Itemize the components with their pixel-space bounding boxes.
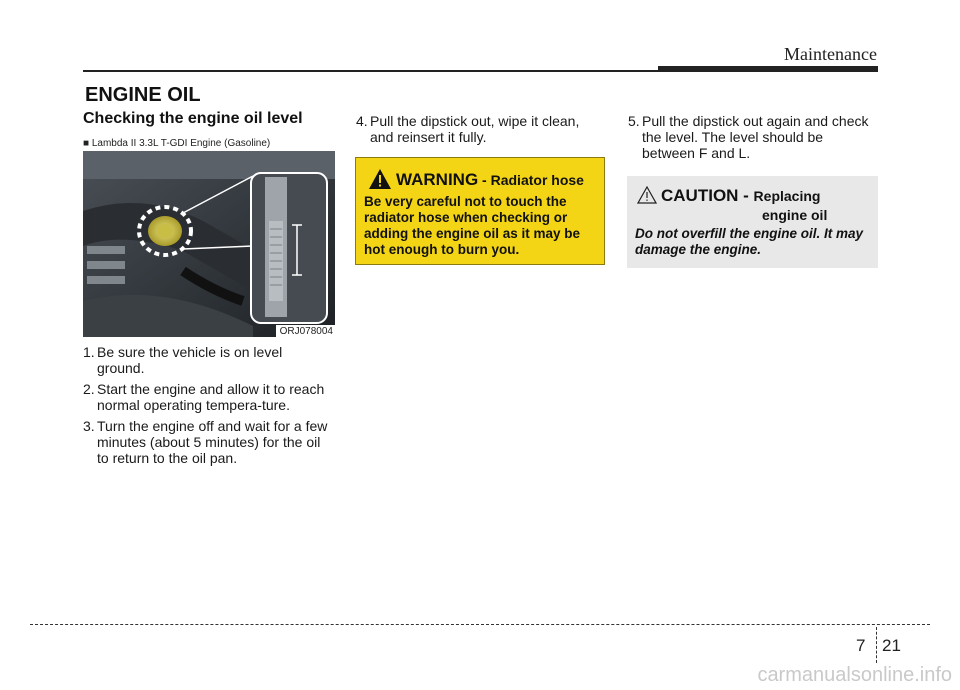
chapter-number: 7 [856, 636, 866, 655]
warning-label: WARNING [396, 170, 479, 189]
caution-sublabel-2: engine oil [762, 207, 828, 223]
warning-heading [396, 170, 584, 190]
caution-label: CAUTION - [661, 186, 754, 205]
chapter-title: Maintenance [784, 44, 877, 64]
warning-box [355, 157, 605, 265]
subsection-title: Checking the engine oil level [83, 110, 303, 127]
step-item [83, 418, 333, 466]
steps-list-1 [83, 344, 333, 471]
section-title: ENGINE OIL [85, 84, 201, 106]
figure-caption: ■ Lambda II 3.3L T-GDI Engine (Gasoline) [83, 138, 271, 149]
step-text: Pull the dipstick out, wipe it clean, and reinsert it fully. [370, 113, 580, 145]
caution-box [627, 176, 878, 268]
step-text: Pull the dipstick out again and check the level. The level should be between F and L. [642, 113, 869, 161]
warning-sublabel: - Radiator hose [478, 172, 584, 188]
footer-divider [876, 627, 877, 663]
step-item [83, 344, 333, 376]
engine-illustration [83, 151, 335, 337]
warning-text: Be very careful not to touch the radiator hose when checking or adding the engine oil as it may be hot enough to burn you. [364, 194, 581, 257]
engine-figure [83, 151, 335, 337]
step-text: Be sure the vehicle is on level ground. [97, 344, 283, 376]
footer-rule [30, 624, 930, 625]
step-number: 4. [356, 113, 368, 129]
step-number: 5. [628, 113, 640, 129]
step-item [628, 113, 878, 161]
header-rule [83, 70, 658, 72]
watermark: carmanualsonline.info [757, 664, 952, 686]
step-number: 2. [83, 381, 95, 397]
step-number: 1. [83, 344, 95, 360]
header-rule-thick [658, 66, 878, 72]
step-item [356, 113, 606, 145]
caution-text: Do not overfill the engine oil. It may damage the engine. [635, 226, 864, 257]
caution-triangle-icon [637, 186, 657, 204]
step-number: 3. [83, 418, 95, 434]
page-number: 21 [882, 636, 901, 655]
steps-list-2 [356, 113, 606, 150]
step-text: Start the engine and allow it to reach normal operating tempera-ture. [97, 381, 325, 413]
caution-sublabel: Replacing [753, 188, 821, 204]
caution-heading [661, 186, 820, 206]
step-item [83, 381, 333, 413]
figure-code: ORJ078004 [276, 325, 335, 337]
warning-triangle-icon [368, 168, 392, 190]
steps-list-3 [628, 113, 878, 166]
step-text: Turn the engine off and wait for a few minutes (about 5 minutes) for the oil to return to the oil pan. [97, 418, 328, 466]
